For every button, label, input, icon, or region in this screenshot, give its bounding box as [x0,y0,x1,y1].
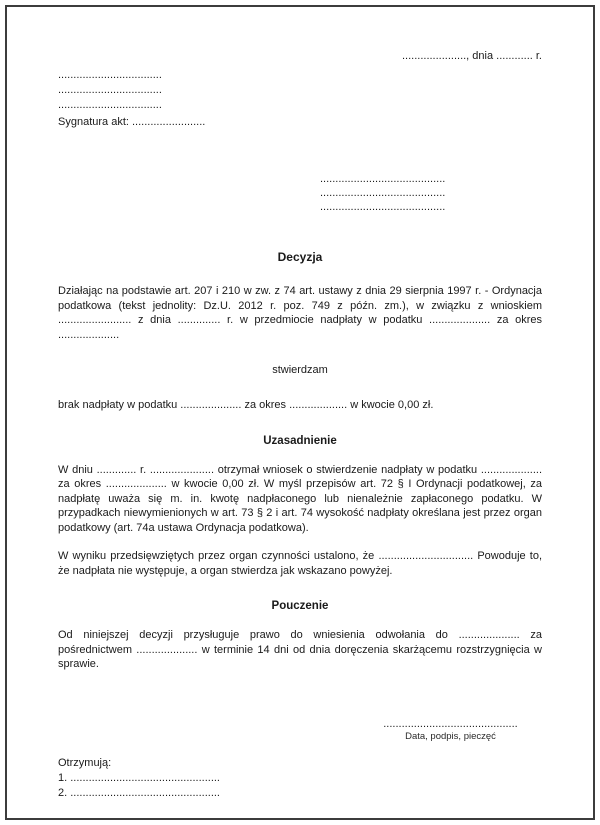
recipients-footer-label: Otrzymują: [58,756,112,769]
pouczenie-paragraph: Od niniejszej decyzji przysługuje prawo do wniesienia odwołania do .................... za pośrednictwem .................... w terminie 14 dni od dnia doręczenia skarżącemu rozstrzygnięcia w sprawie. [58,629,542,670]
uzasadnienie-paragraph-1: W dniu ............. r. ..................... otrzymał wniosek o stwierdzenie nadpłaty w podatku .................... za okres .................... w kwocie 0,00 zł. W myśl przepisów art. 72 § I Ordynacji podatkowej, za nadpłatę uważa się m. in. kwotę nadpłaconego lub nienależnie zapłaconego podatku. W przypadkach niewymienionych w art. 73 § 2 i art. 74 wysokość nadpłaty określana jest przez organ podatkowy (art. 74a ustawa Ordynacja podatkowa). [58,463,542,534]
intro-paragraph: Działając na podstawie art. 207 i 210 w zw. z 74 art. ustawy z dnia 29 sierpnia 1997 r. - Ordynacja podatkowa (tekst jednolity: Dz.U. 2012 r. poz. 749 z późn. zm.), w związku z wnioskiem ........................ z dnia .............. r. w przedmiocie nadpłaty w podatku .................... za okres .................... [58,285,542,341]
signature-caption: Data, podpis, pieczęć [405,730,496,742]
sender-line: .................................. [58,84,162,96]
case-signature-line: Sygnatura akt: ........................ [58,116,206,128]
recipients-footer [58,756,542,801]
signature-area [358,718,543,742]
sender-line: .................................. [58,69,162,81]
sender-block [58,68,542,130]
recipient-line: ......................................... [320,173,446,185]
uzasadnienie-paragraph-2: W wyniku przedsięwziętych przez organ czynności ustalono, że ............................... Powoduje to, że nadpłata nie występuje, a organ stwierdza jak wskazano powyżej. [58,550,542,577]
stwierdzam-word: stwierdzam [272,364,328,376]
date-line: ....................., dnia ............ r. [402,50,542,62]
recipients-footer-item: 2. ................................................. [58,786,220,799]
document-title: Decyzja [277,250,323,264]
pouczenie-heading: Pouczenie [271,600,329,612]
sender-line: .................................. [58,99,162,111]
uzasadnienie-heading: Uzasadnienie [263,434,337,447]
recipient-line: ......................................... [320,201,446,213]
signature-dots-line: ............................................ [383,717,518,730]
recipient-line: ......................................... [320,187,446,199]
recipient-block [320,172,542,214]
recipients-footer-item: 1. ................................................. [58,771,220,784]
decision-statement: brak nadpłaty w podatku .................... za okres ................... w kwocie 0,00 zł. [58,399,434,411]
